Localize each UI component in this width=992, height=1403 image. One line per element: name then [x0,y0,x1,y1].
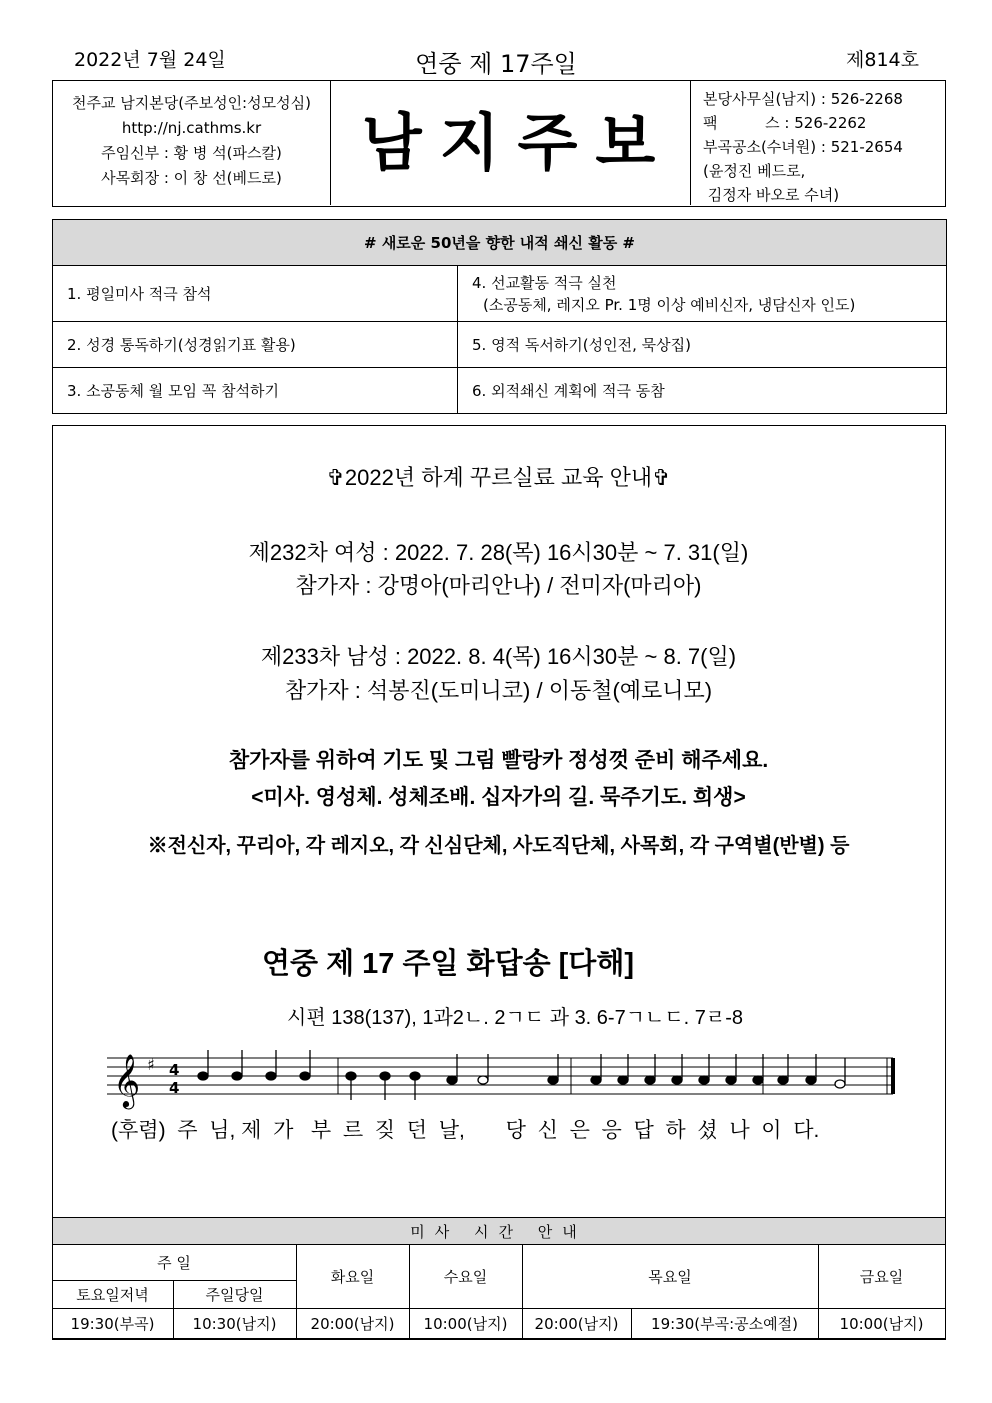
renewal-item-1: 1. 평일미사 적극 참석 [53,266,458,322]
time-saturday-evening: 19:30(부곡) [52,1309,173,1339]
svg-text:𝄞: 𝄞 [113,1053,141,1107]
spiritual-offerings: <미사. 영성체. 성체조배. 십자가의 길. 묵주기도. 희생> [251,786,746,809]
parish-info [53,81,331,205]
svg-text:4: 4 [169,1061,180,1079]
time-thursday-bugok: 19:30(부곡:공소예절) [631,1309,818,1339]
saturday-evening-header: 토요일저녁 [52,1281,173,1309]
music-staff [107,1046,897,1116]
parish-name: 천주교 남지본당(주보성인:성모성심) [72,94,311,112]
psalm-reference: 시편 138(137), 1과2ㄴ. 2ㄱㄷ 과 3. 6-7ㄱㄴㄷ. 7ㄹ-8 [287,1007,744,1029]
time-wednesday: 10:00(남지) [409,1309,522,1339]
council-president: 사목회장 : 이 창 선(베드로) [101,169,282,187]
sunday-day-header: 주일당일 [173,1281,296,1309]
renewal-item-4-title: 4. 선교활동 적극 실천 [472,273,617,292]
friday-header: 금요일 [818,1245,945,1309]
renewal-heading: # 새로운 50년을 향한 내적 쇄신 활동 # [53,220,947,266]
bulletin-date: 2022년 7월 24일 [74,49,226,71]
time-thursday-namji: 20:00(남지) [522,1309,631,1339]
convent-members-line2: 김정자 바오로 수녀) [703,186,840,204]
renewal-item-4-detail: (소공동체, 레지오 Pr. 1명 이상 예비신자, 냉담신자 인도) [483,295,856,314]
cursillo-title: ✞2022년 하계 꾸르실료 교육 안내✞ [326,465,671,490]
office-phone: 본당사무실(남지) : 526-2268 [703,90,903,108]
sunday-header: 주 일 [52,1245,296,1281]
masthead-title: 남지주보 [361,106,674,179]
tuesday-header: 화요일 [296,1245,409,1309]
prayer-request: 참가자를 위하여 기도 및 그림 빨랑카 정성껏 준비 해주세요. [228,749,769,772]
contact-info [703,87,943,207]
psalm-title: 연중 제 17 주일 화답송 [다해] [262,948,634,980]
men-participants: 참가자 : 석봉진(도미니코) / 이동철(예로니모) [284,678,713,703]
bulletin-sunday-title: 연중 제 17주일 [415,50,577,78]
notice-box [52,425,946,1340]
pastor-name: 주임신부 : 황 병 석(파스칼) [101,144,282,162]
time-tuesday: 20:00(남지) [296,1309,409,1339]
renewal-item-6: 6. 외적쇄신 계획에 적극 동참 [458,368,947,414]
svg-text:♯: ♯ [147,1055,155,1074]
convent-phone: 부곡공소(수녀원) : 521-2654 [703,138,903,156]
fax-number: 팩 스 : 526-2262 [703,114,867,132]
thursday-header: 목요일 [522,1245,818,1309]
renewal-item-3: 3. 소공동체 월 모임 꼭 참석하기 [53,368,458,414]
renewal-item-2: 2. 성경 통독하기(성경읽기표 활용) [53,322,458,368]
wednesday-header: 수요일 [409,1245,522,1309]
renewal-activities-table [52,219,947,414]
women-participants: 참가자 : 강명아(마리안나) / 전미자(마리아) [295,573,702,598]
masthead-title-cell [331,81,691,205]
psalm-lyrics: (후렴) 주 님, 제 가 부 르 짖 던 날, 당 신 은 응 답 하 셨 나 이 다. [111,1119,820,1142]
parish-website-link[interactable]: http://nj.cathms.kr [121,119,262,137]
women-session: 제232차 여성 : 2022. 7. 28(목) 16시30분 ~ 7. 31(일) [248,540,749,565]
men-session: 제233차 남성 : 2022. 8. 4(목) 16시30분 ~ 8. 7(일) [260,644,737,669]
masthead-box [52,80,946,207]
issue-number: 제814호 [846,49,919,71]
renewal-item-5: 5. 영적 독서하기(성인전, 묵상집) [458,322,947,368]
mass-times-heading: 미사 시간 안내 [52,1218,945,1245]
time-sunday: 10:30(남지) [173,1309,296,1339]
mass-times-table [52,1217,946,1339]
convent-members-line1: (윤정진 베드로, [703,162,806,180]
target-groups: ※전신자, 꾸리아, 각 레지오, 각 신심단체, 사도직단체, 사목회, 각 구역별(반별) 등 [147,835,850,857]
time-friday: 10:00(남지) [818,1309,945,1339]
svg-text:4: 4 [169,1079,180,1097]
renewal-item-4 [458,266,947,322]
